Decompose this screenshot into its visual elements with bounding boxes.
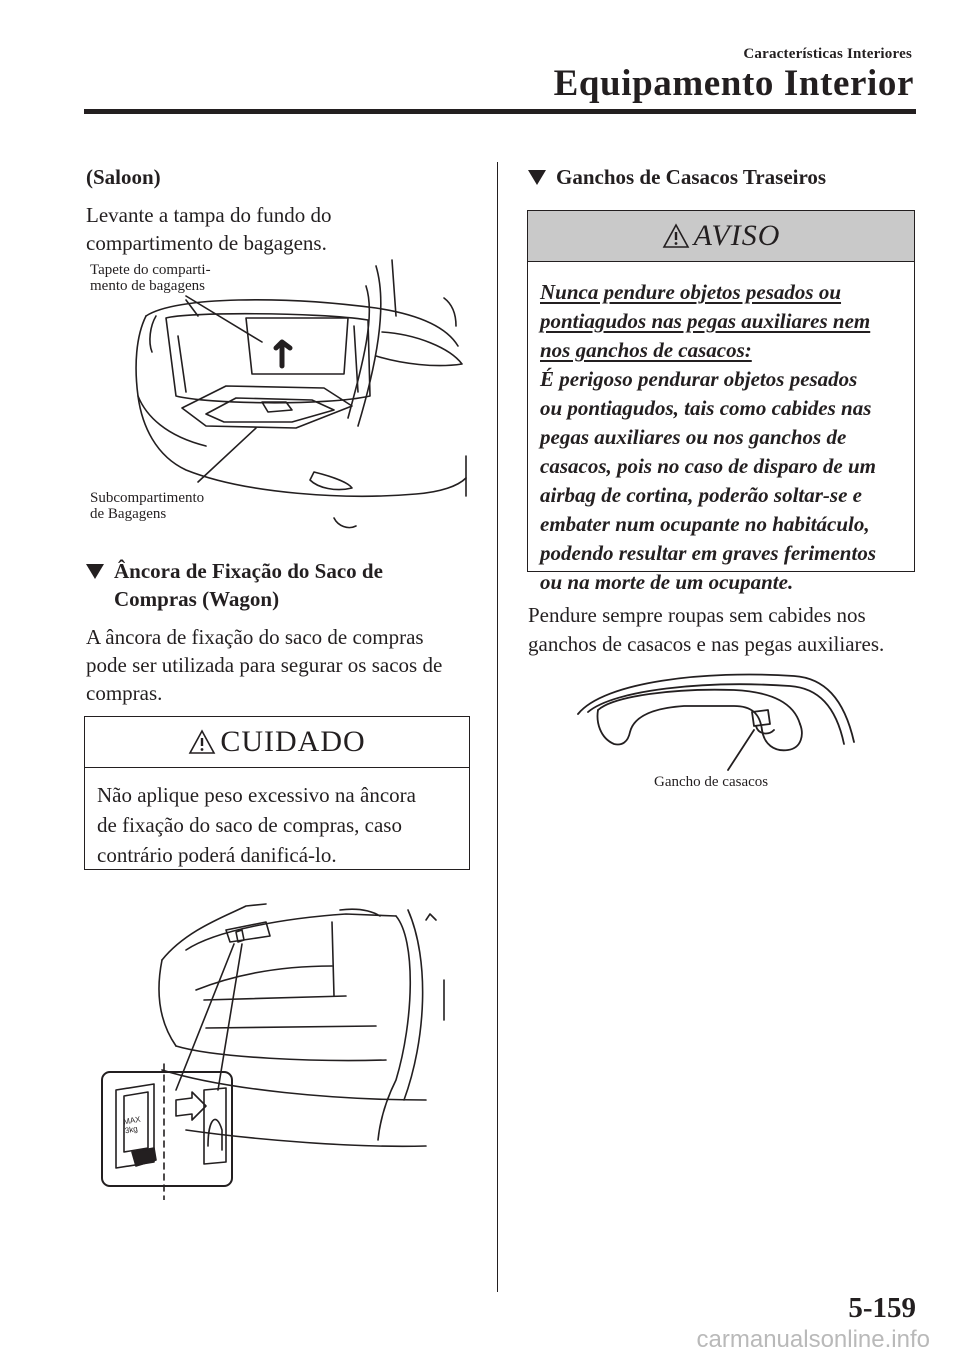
fig1-label-top-2: mento de bagagens <box>90 278 205 294</box>
warning-triangle-icon <box>662 223 690 249</box>
warning-line-6: embater num ocupante no habitáculo, <box>540 512 870 536</box>
column-divider <box>497 162 498 1292</box>
section-triangle-icon <box>528 170 546 185</box>
saloon-text-line-2: compartimento de bagagens. <box>86 231 327 255</box>
section-triangle-icon <box>86 564 104 579</box>
hooks-section-title <box>528 162 826 192</box>
weight-label: 3kg <box>124 1124 139 1136</box>
fig1-label-top-1: Tapete do comparti- <box>90 262 211 278</box>
warning-line-8: ou na morte de um ocupante. <box>540 570 794 594</box>
anchor-text-line-3: compras. <box>86 681 163 705</box>
fig1-label-bottom-1: Subcompartimento <box>90 490 205 506</box>
warning-line-4: casacos, pois no caso de disparo de um <box>540 454 876 478</box>
caution-box <box>84 716 470 870</box>
page-title: Equipamento Interior <box>553 63 914 104</box>
hooks-text-line-2: ganchos de casacos e nas pegas auxiliares. <box>528 632 885 656</box>
wagon-cargo-illustration <box>96 900 456 1200</box>
anchor-text-line-1: A âncora de fixação do saco de compras <box>86 625 424 649</box>
warning-line-7: podendo resultar em graves ferimentos <box>540 541 876 565</box>
warning-line-3: pegas auxiliares ou nos ganchos de <box>540 425 847 449</box>
anchor-title-line-2: Compras (Wagon) <box>114 587 280 611</box>
page-number: 5-159 <box>848 1292 916 1324</box>
hooks-text-line-1: Pendure sempre roupas sem cabides nos <box>528 603 866 627</box>
coat-hook-illustration <box>574 664 864 776</box>
watermark: carmanualsonline.info <box>696 1326 930 1353</box>
caution-text-line-2: de fixação do saco de compras, caso <box>97 813 402 837</box>
warning-triangle-icon <box>188 729 216 755</box>
anchor-title-line-1: Âncora de Fixação do Saco de <box>114 559 383 583</box>
header-rule <box>84 109 916 114</box>
anchor-section-title <box>86 556 383 586</box>
warning-line-1: É perigoso pendurar objetos pesados <box>540 367 858 391</box>
warning-underlined-line-3: nos ganchos de casacos: <box>540 338 752 362</box>
warning-line-5: airbag de cortina, poderão soltar-se e <box>540 483 862 507</box>
max-label: MAX <box>122 1114 142 1127</box>
section-name: Características Interiores <box>743 46 912 62</box>
caution-text-line-3: contrário poderá danificá-lo. <box>97 843 337 867</box>
warning-header <box>528 211 914 262</box>
saloon-text-line-1: Levante a tampa do fundo do <box>86 203 332 227</box>
max-weight-label <box>123 1115 143 1136</box>
caution-header <box>85 717 469 768</box>
warning-underlined-line-2: pontiagudos nas pegas auxiliares nem <box>540 309 871 333</box>
warning-word: AVISO <box>693 219 781 252</box>
warning-line-2: ou pontiagudos, tais como cabides nas <box>540 396 872 420</box>
saloon-heading: (Saloon) <box>86 165 161 189</box>
warning-underlined-line-1: Nunca pendure objetos pesados ou <box>540 280 842 304</box>
fig1-label-bottom-2: de Bagagens <box>90 506 167 522</box>
warning-box <box>527 210 915 594</box>
caution-text-line-1: Não aplique peso excessivo na âncora <box>97 783 416 807</box>
hooks-title-text: Ganchos de Casacos Traseiros <box>556 165 827 189</box>
caution-word: CUIDADO <box>220 725 366 758</box>
fig3-label: Gancho de casacos <box>654 774 769 790</box>
anchor-text-line-2: pode ser utilizada para segurar os sacos de <box>86 653 443 677</box>
